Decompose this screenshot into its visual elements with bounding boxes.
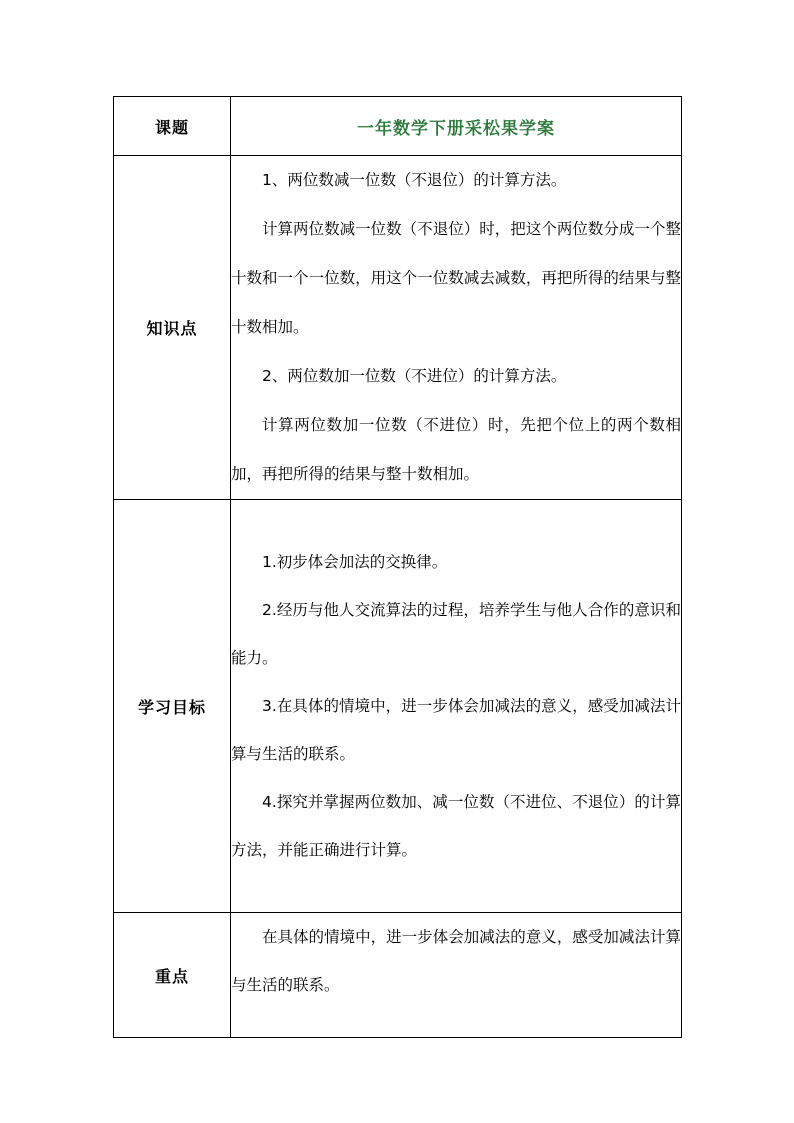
key-points-content	[231, 913, 682, 1038]
knowledge-row	[114, 156, 682, 500]
title-row	[114, 97, 682, 156]
knowledge-label: 知识点	[114, 156, 231, 500]
lesson-title: 一年数学下册采松果学案	[231, 97, 682, 156]
title-label: 课题	[114, 97, 231, 156]
knowledge-content	[231, 156, 682, 500]
knowledge-paragraph: 计算两位数减一位数（不退位）时，把这个两位数分成一个整十数和一个一位数，用这个一位数减去减数，再把所得的结果与整十数相加。	[231, 220, 681, 336]
key-points-row	[114, 913, 682, 1038]
goal-item: 4.探究并掌握两位数加、减一位数（不进位、不退位）的计算方法，并能正确进行计算。	[231, 793, 681, 859]
goal-item: 1.初步体会加法的交换律。	[262, 553, 448, 571]
goals-row	[114, 500, 682, 913]
key-points-label: 重点	[114, 913, 231, 1038]
goal-item: 2.经历与他人交流算法的过程，培养学生与他人合作的意识和能力。	[231, 601, 681, 667]
goals-label: 学习目标	[114, 500, 231, 913]
goals-content	[231, 500, 682, 913]
key-point-paragraph: 在具体的情境中，进一步体会加减法的意义，感受加减法计算与生活的联系。	[231, 928, 681, 994]
knowledge-paragraph: 计算两位数加一位数（不进位）时，先把个位上的两个数相加，再把所得的结果与整十数相加。	[231, 416, 681, 483]
knowledge-paragraph: 2、两位数加一位数（不进位）的计算方法。	[262, 367, 567, 385]
knowledge-paragraph: 1、两位数减一位数（不退位）的计算方法。	[262, 171, 567, 189]
lesson-plan-table	[113, 96, 682, 1038]
goal-item: 3.在具体的情境中，进一步体会加减法的意义，感受加减法计算与生活的联系。	[231, 697, 681, 763]
